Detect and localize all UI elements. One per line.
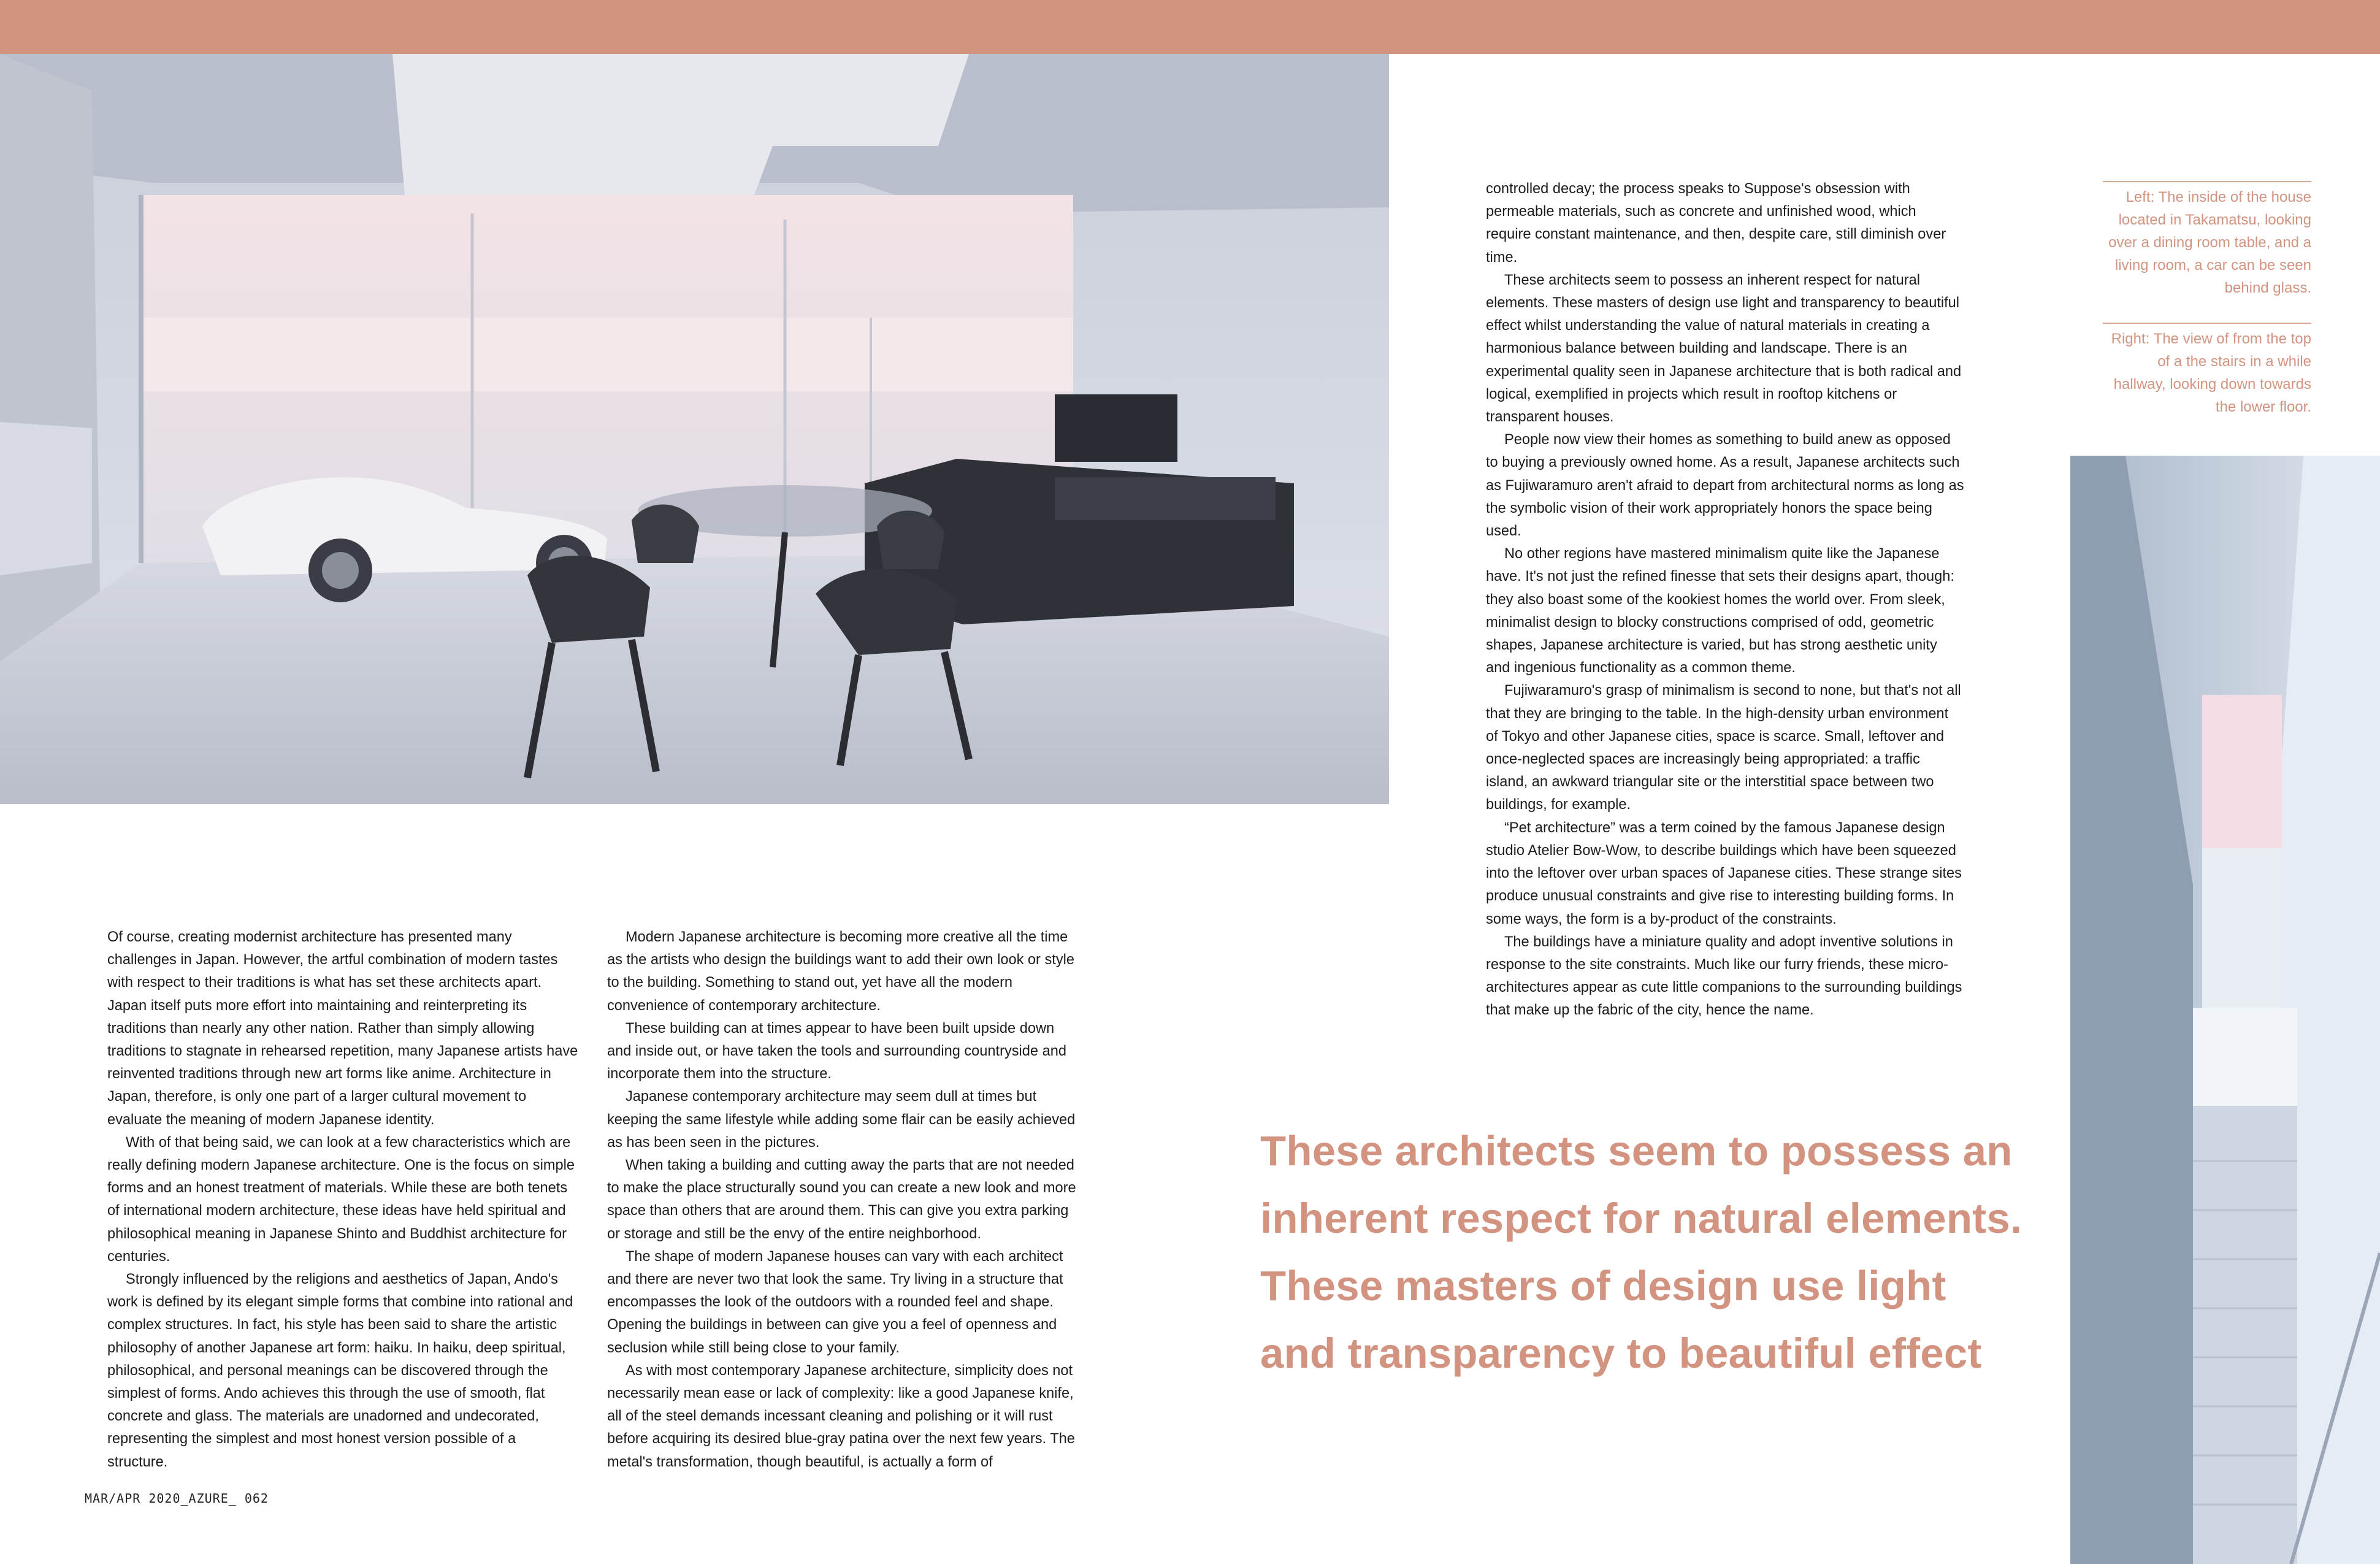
pull-quote: These architects seem to possess an inherent respect for natural elements. These masters of design use light and transparency to beautiful effect xyxy=(1260,1127,2022,1377)
paragraph: These architects seem to possess an inherent respect for natural elements. These masters of design use light and transparency to beautiful effect whilst understanding the value of natural materials in creating a harmonious balance between building and landscape. There is an experimental quality seen in Japanese architecture that is both radical and logical, exemplified in projects which result in rooftop kitchens or transparent houses. xyxy=(1486,272,1962,426)
interior-photo xyxy=(0,54,1389,804)
paragraph: Modern Japanese architecture is becoming more creative all the time as the artists who design the buildings want to add their own look or style to the building. Something to stand out, yet have all the modern convenience of contemporary architecture. xyxy=(607,929,1074,1014)
paragraph: Fujiwaramuro's grasp of minimalism is second to none, but that's not all that they are bringing to the table. In the high-density urban environment of Tokyo and other Japanese cities, space is scarce. Small, leftover and once-neglected spaces are increasingly being appropriated: a traffic island, an awkward triangular site or the interstitial space between two buildings, for example. xyxy=(1486,683,1961,813)
paragraph: As with most contemporary Japanese architecture, simplicity does not necessarily mean ease or lack of complexity: like a good Japanese knife, all of the steel demands incessant cleaning and polishing or it will rust before acquiring its desired blue-gray patina over the next few years. The metal's transformation, though beautiful, is actually a form of xyxy=(607,1362,1075,1470)
paragraph: People now view their homes as something to build anew as opposed to buying a previously owned home. As a result, Japanese architects such as Fujiwaramuro aren't afraid to depart from architectural norms as long as the symbolic vision of their work appropriately honors the space being used. xyxy=(1486,432,1964,540)
paragraph: Strongly influenced by the religions and aesthetics of Japan, Ando's work is defined by its elegant simple forms that combine into rational and complex structures. In fact, his style has been said to share the artistic philosophy of another Japanese art form: haiku. In haiku, deep spiritual, philosophical, and personal meanings can be discovered through the simplest of forms. Ando achieves this through the use of smooth, flat concrete and glass. The materials are unadorned and undecorated, representing the simplest and most honest version possible of a structure. xyxy=(107,1271,573,1470)
paragraph: The buildings have a miniature quality and adopt inventive solutions in response to the site constraints. Much like our furry friends, these micro-architectures appear as cute little companions to the surrounding buildings that make up the fabric of the city, hence the name. xyxy=(1486,933,1962,1019)
body-column-1 xyxy=(107,926,580,1474)
paragraph: Of course, creating modernist architecture has presented many challenges in Japan. However, the artful combination of modern tastes with respect to their traditions is what has set these architects apart. Japan itself puts more effort into maintaining and reinterpreting its traditions than nearly any other nation. Rather than simply allowing traditions to stagnate in rehearsed repetition, many Japanese artists have reinvented traditions through new art forms like anime. Architecture in Japan, therefore, is only one part of a larger cultural movement to evaluate the meaning of modern Japanese identity. xyxy=(107,929,578,1128)
paragraph: With of that being said, we can look at a few characteristics which are really defining modern Japanese architecture. One is the focus on simple forms and an honest treatment of materials. While these are both tenets of international modern architecture, these ideas have held spiritual and philosophical meaning in Japanese Shinto and Buddhist architecture for centuries. xyxy=(107,1134,575,1265)
page-folio: MAR/APR 2020_AZURE_ 062 xyxy=(85,1491,269,1506)
paragraph: controlled decay; the process speaks to Suppose's obsession with permeable materials, such as concrete and unfinished wood, which require constant maintenance, and then, despite care, still diminish over time. xyxy=(1486,181,1946,266)
paragraph: Japanese contemporary architecture may seem dull at times but keeping the same lifestyle while adding some flair can be easily achieved as has been seen in the pictures. xyxy=(607,1089,1076,1151)
paragraph: “Pet architecture” was a term coined by the famous Japanese design studio Atelier Bow-Wow, to describe buildings which have been squeezed into the leftover over urban spaces of Japanese cities. These strange sites produce unusual constraints and give rise to interesting building forms. In some ways, the form is a by-product of the constraints. xyxy=(1486,819,1962,927)
body-column-2 xyxy=(607,926,1079,1474)
paragraph: No other regions have mastered minimalism quite like the Japanese have. It's not just the refined finesse that sets their designs apart, though: they also boast some of the kookiest homes the world over. From sleek, minimalist design to blocky constructions comprised of odd, geometric shapes, Japanese architecture is varied, but has strong aesthetic unity and ingenious functionality as a common theme. xyxy=(1486,546,1954,677)
paragraph: These building can at times appear to have been built upside down and inside out, or have taken the tools and surrounding countryside and incorporate them into the structure. xyxy=(607,1020,1066,1083)
photo-caption-left: Left: The inside of the house located in Takamatsu, looking over a dining room table, and a living room, a car can be seen behind glass. xyxy=(2103,181,2311,299)
stairwell-photo xyxy=(2070,456,2380,1564)
paragraph: When taking a building and cutting away the parts that are not needed to make the place structurally sound you can create a new look and more space than others that are around them. This can give you extra parking or storage and still be the envy of the entire neighborhood. xyxy=(607,1157,1076,1242)
top-accent-bar xyxy=(0,0,2380,54)
photo-caption-right: Right: The view of from the top of a the stairs in a while hallway, looking down towards the lower floor. xyxy=(2103,323,2311,418)
paragraph: The shape of modern Japanese houses can vary with each architect and there are never two that look the same. Try living in a structure that encompasses the look of the outdoors with a rounded feel and shape. Opening the buildings in between can give you a feel of openness and seclusion while still being close to your family. xyxy=(607,1248,1063,1356)
body-column-3 xyxy=(1486,178,1964,1022)
